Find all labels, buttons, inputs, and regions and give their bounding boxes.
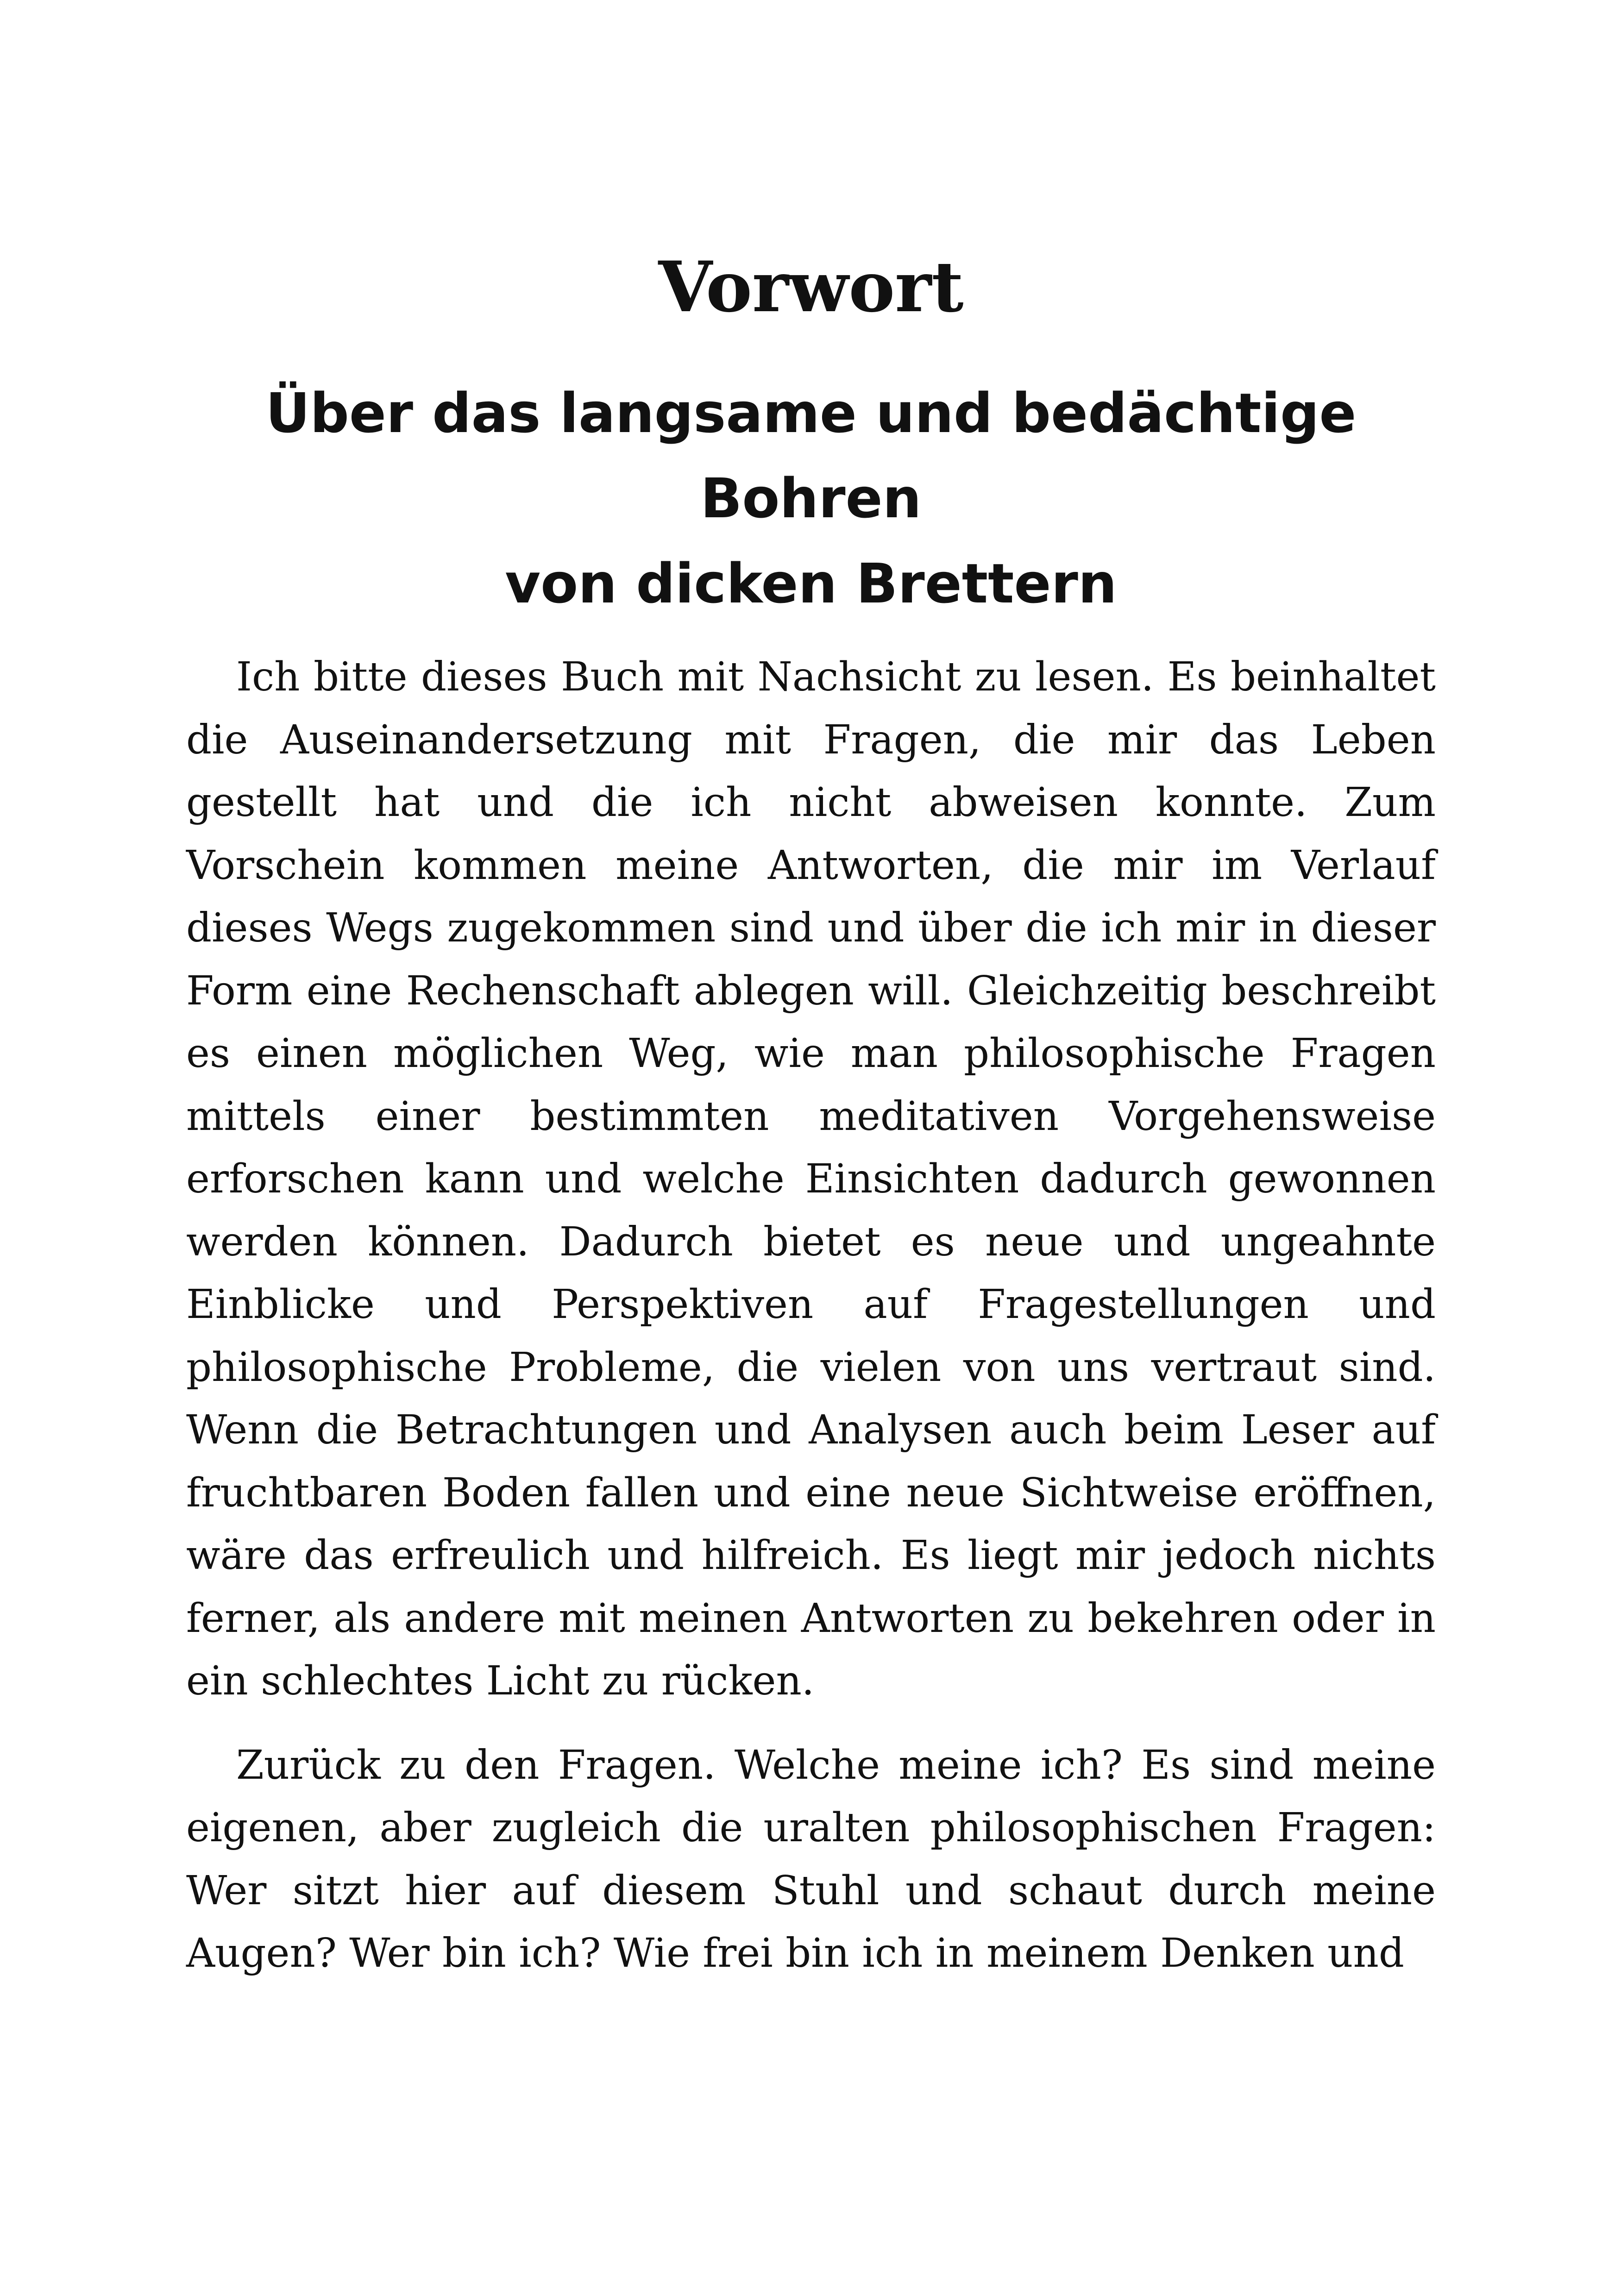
- chapter-title: Vorwort: [658, 246, 964, 328]
- paragraph-2: Zurück zu den Fragen. Welche meine ich? Es sind meine eigenen, aber zugleich die uralten philosophischen Fragen: Wer sitzt hier auf diesem Stuhl und schaut durch meine Augen? Wer bin ich? Wie frei bin ich in meinem Denken und: [186, 1742, 1436, 1976]
- chapter-subtitle-line-2: von dicken Brettern: [505, 552, 1117, 615]
- body-text: [186, 646, 1436, 1985]
- paragraph-1: Ich bitte dieses Buch mit Nachsicht zu lesen. Es beinhaltet die Auseinandersetzung mit Fragen, die mir das Leben gestellt hat und die ich nicht abweisen konnte. Zum Vorschein kommen meine Antworten, die mir im Verlauf dieses Wegs zugekommen sind und über die ich mir in dieser Form eine Rechenschaft ablegen will. Gleichzeitig beschreibt es einen möglichen Weg, wie man philosophische Fragen mittels einer bestimmten meditativen Vorgehensweise erforschen kann und welche Einsichten dadurch gewonnen werden können. Dadurch bietet es neue und ungeahnte Einblicke und Perspektiven auf Fragestellungen und philosophische Probleme, die vielen von uns vertraut sind. Wenn die Betrachtungen und Analysen auch beim Leser auf fruchtbaren Boden fallen und eine neue Sichtweise eröffnen, wäre das erfreulich und hilfreich. Es liegt mir jedoch nichts ferner, als andere mit meinen Antworten zu bekehren oder in ein schlechtes Licht zu rücken.: [186, 654, 1436, 1704]
- chapter-subtitle-line-1: Über das langsame und bedächtige Bohren: [265, 381, 1357, 530]
- chapter-subtitle: [186, 370, 1436, 626]
